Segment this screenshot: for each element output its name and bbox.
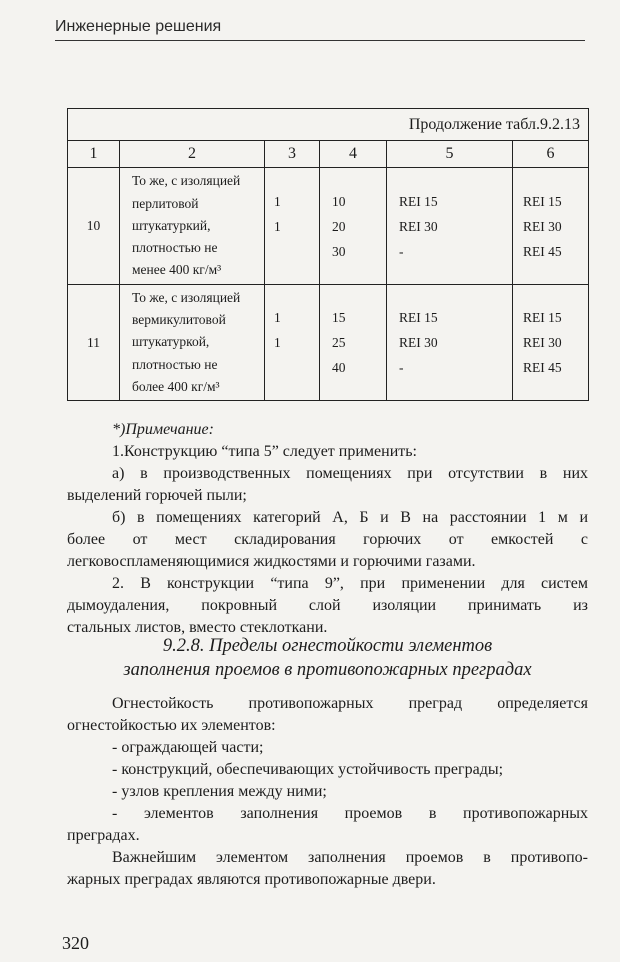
cell-value: REI 15 [399,193,438,209]
cell-value: - [399,360,404,375]
description-line: плотностью не [132,240,218,256]
cell-value: 1 [274,193,281,209]
description-line: вермикулитовой [132,312,226,328]
col4-values [320,285,387,401]
description-line: То же, с изоляцией [132,289,241,305]
col6-values [513,285,589,401]
column-header: 6 [513,141,589,168]
table-row [68,168,589,285]
cell-value: 1 [274,218,281,234]
col5-values [387,168,513,285]
cell-value: 1 [274,335,281,350]
description-line: перлитовой [132,195,199,211]
body-paragraph: Важнейшим элементом заполнения проемов в противопо- [112,849,588,866]
col3-values [265,285,320,401]
note-paragraph: дымоудаления, покровный слой изоляции принимать из [67,597,588,614]
section-heading: 9.2.8. Пределы огнестойкости элементов [162,636,493,656]
cell-value: REI 15 [399,310,438,325]
row-description [120,168,265,285]
cell-value: 10 [332,193,346,209]
cell-value: REI 15 [523,310,562,325]
cell-value: 40 [332,360,346,375]
cell-value: REI 30 [523,218,562,234]
note-paragraph: более от мест складирования горючих от емкостей с [67,531,588,548]
col5-values [387,285,513,401]
section-heading: заполнения проемов в противопожарных преградах [123,660,532,680]
description-line: менее 400 кг/м³ [132,262,222,278]
column-header: 1 [68,141,120,168]
row-number: 11 [68,285,120,401]
note-paragraph: легковоспламеняющимися жидкостями и горючими газами. [67,553,476,570]
note-paragraph: а) в производственных помещениях при отсутствии в них [112,465,588,482]
note-paragraph: 1.Конструкцию “типа 5” следует применить: [112,443,417,460]
cell-value: REI 30 [399,335,438,350]
list-item: преградах. [67,827,140,844]
description-line: штукатуркой, [132,334,210,350]
cell-value: REI 45 [523,360,562,375]
description-line: плотностью не [132,356,218,372]
note-paragraph: стальных листов, вместо стеклоткани. [67,619,328,636]
note-paragraph: 2. В конструкции “типа 9”, при применении для систем [112,575,588,592]
note-label: *)Примечание: [112,421,214,438]
description-line: То же, с изоляцией [132,173,241,189]
list-item: - конструкций, обеспечивающих устойчивость преграды; [112,761,504,778]
table-header-row [68,141,589,168]
cell-value [274,239,319,264]
column-header: 4 [320,141,387,168]
cell-value: REI 30 [523,335,562,350]
col4-values [320,168,387,285]
note-paragraph: б) в помещениях категорий А, Б и В на расстоянии 1 м и [112,509,588,526]
note-paragraph: выделений горючей пыли; [67,487,247,504]
cell-value: 15 [332,310,346,325]
body-paragraph: жарных преградах являются противопожарные двери. [67,871,436,888]
header-rule [55,40,585,41]
cell-value [274,355,319,380]
list-item: - узлов крепления между ними; [112,783,327,800]
column-header: 3 [265,141,320,168]
row-description [120,285,265,401]
table-row [68,285,589,401]
col3-values [265,168,320,285]
list-item: - ограждающей части; [112,739,264,756]
cell-value: 1 [274,310,281,325]
column-header: 2 [120,141,265,168]
body-paragraph: Огнестойкость противопожарных преград определяется [112,695,588,712]
cell-value: 25 [332,335,346,350]
cell-value: 30 [332,243,346,259]
column-header: 5 [387,141,513,168]
table-caption: Продолжение табл.9.2.13 [68,109,589,141]
description-line: штукатуркий, [132,217,211,233]
fire-resistance-table [67,108,589,401]
cell-value: REI 30 [399,218,438,234]
cell-value: - [399,243,404,259]
row-number: 10 [68,168,120,285]
cell-value: REI 15 [523,193,562,209]
description-line: более 400 кг/м³ [132,378,220,394]
body-paragraph: огнестойкостью их элементов: [67,717,276,734]
page-number: 320 [62,933,89,953]
cell-value: REI 45 [523,243,562,259]
col6-values [513,168,589,285]
running-header: Инженерные решения [55,18,222,35]
cell-value: 20 [332,218,346,234]
list-item: - элементов заполнения проемов в противопожарных [112,805,588,822]
